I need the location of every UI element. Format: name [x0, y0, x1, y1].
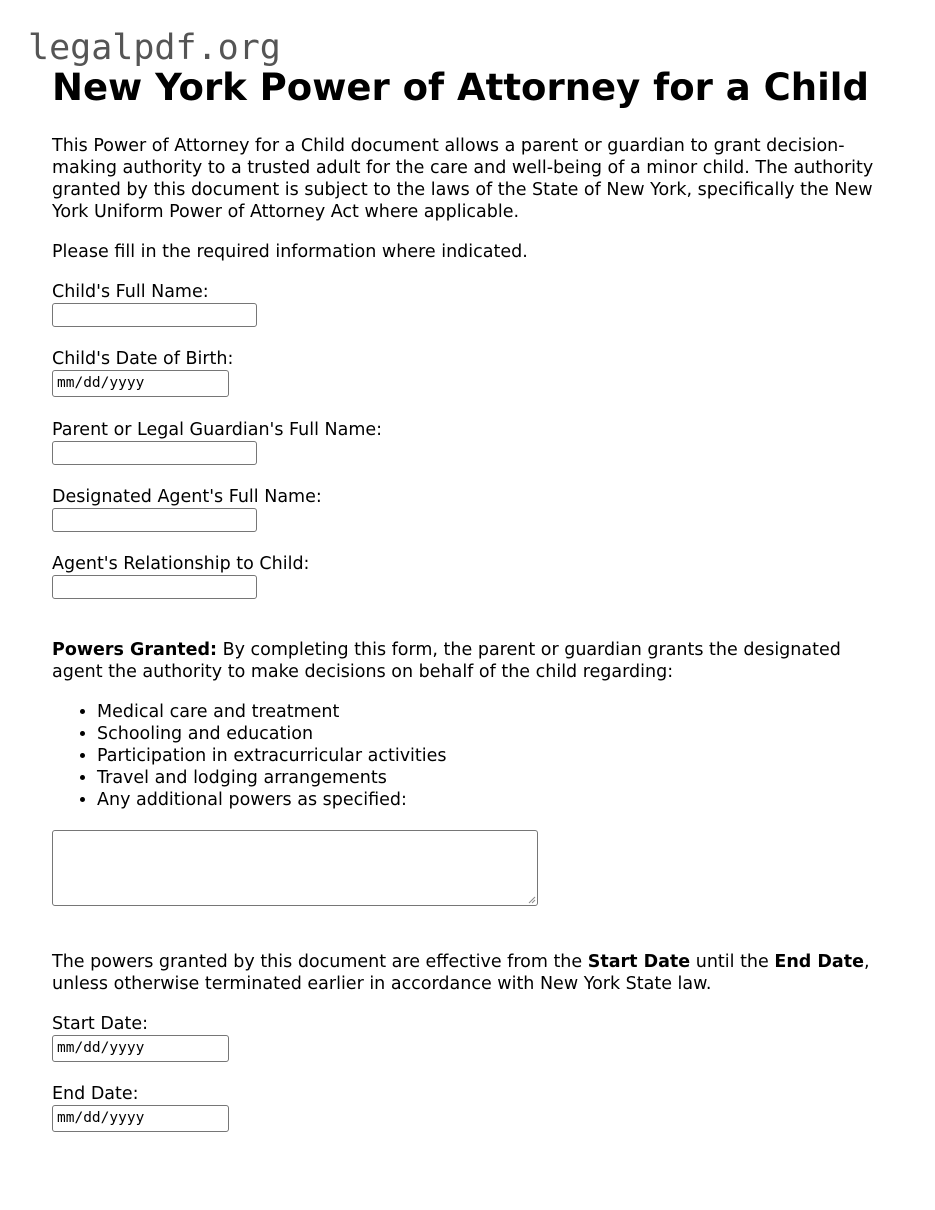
- agent-relationship-label: Agent's Relationship to Child:: [52, 554, 310, 574]
- resize-grip-icon[interactable]: [528, 896, 536, 904]
- child-dob-label: Child's Date of Birth:: [52, 349, 234, 369]
- child-name-label: Child's Full Name:: [52, 282, 209, 302]
- powers-paragraph: [52, 639, 892, 683]
- watermark-logo: legalpdf.org: [28, 28, 281, 68]
- intro-paragraph: This Power of Attorney for a Child document allows a parent or guardian to grant decision-making authority to a trusted adult for the care and well-being of a minor child. The authority granted by this document is subject to the laws of the State of New York, specifically the New York Uniform Power of Attorney Act where applicable.: [52, 136, 874, 222]
- end-date-term: End Date: [774, 952, 864, 972]
- end-date-input[interactable]: mm/dd/yyyy: [52, 1105, 229, 1132]
- agent-name-label: Designated Agent's Full Name:: [52, 487, 322, 507]
- agent-relationship-field: [52, 553, 892, 599]
- agent-name-input[interactable]: [52, 508, 257, 532]
- additional-powers-textarea[interactable]: [52, 830, 538, 906]
- list-item: • Schooling and education: [97, 723, 892, 745]
- end-date-field: [52, 1083, 892, 1132]
- document-page: [52, 66, 892, 1132]
- effective-text-1: The powers granted by this document are effective from the: [52, 952, 588, 972]
- agent-relationship-input[interactable]: [52, 575, 257, 599]
- guardian-name-label: Parent or Legal Guardian's Full Name:: [52, 420, 383, 440]
- start-date-input[interactable]: mm/dd/yyyy: [52, 1035, 229, 1062]
- page-title: New York Power of Attorney for a Child: [52, 66, 869, 109]
- end-date-label: End Date:: [52, 1084, 139, 1104]
- child-dob-field: [52, 348, 892, 397]
- powers-list: [52, 701, 892, 811]
- child-name-field: [52, 281, 892, 327]
- start-date-field: [52, 1013, 892, 1062]
- list-item: • Medical care and treatment: [97, 701, 892, 723]
- powers-heading: Powers Granted:: [52, 640, 218, 660]
- agent-name-field: [52, 486, 892, 532]
- list-item: • Participation in extracurricular activities: [97, 745, 892, 767]
- effective-paragraph: [52, 951, 892, 995]
- child-dob-input[interactable]: mm/dd/yyyy: [52, 370, 229, 397]
- start-date-term: Start Date: [587, 952, 691, 972]
- list-item: • Travel and lodging arrangements: [97, 767, 892, 789]
- list-item: • Any additional powers as specified:: [97, 789, 892, 811]
- powers-text: By completing this form, the parent or guardian grants the designated agent the authority to make decisions on behalf of the child regarding:: [52, 640, 841, 682]
- guardian-name-input[interactable]: [52, 441, 257, 465]
- child-name-input[interactable]: [52, 303, 257, 327]
- effective-text-3: , unless otherwise terminated earlier in accordance with New York State law.: [52, 952, 870, 994]
- effective-text-2: until the: [690, 952, 775, 972]
- start-date-label: Start Date:: [52, 1014, 149, 1034]
- fill-instructions: Please fill in the required information where indicated.: [52, 242, 528, 262]
- guardian-name-field: [52, 419, 892, 465]
